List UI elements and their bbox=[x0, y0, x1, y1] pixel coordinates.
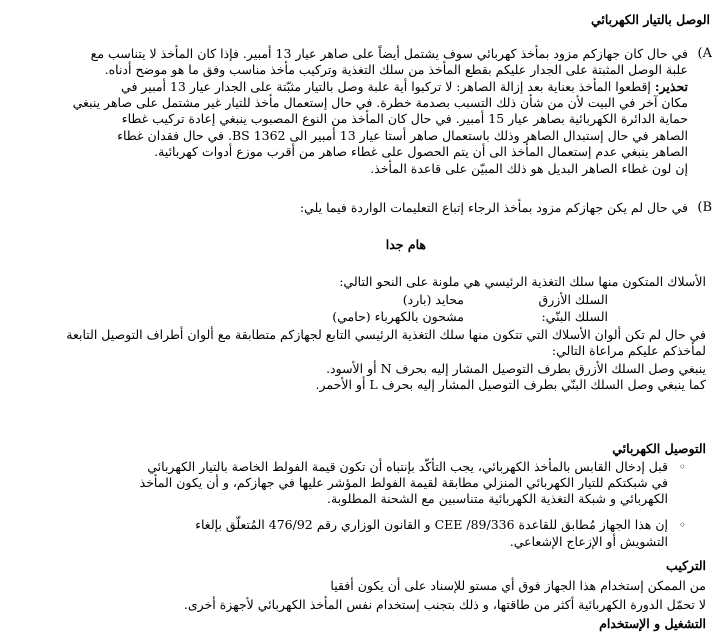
paragraph-line: علبة الوصل المثبتة على الجدار عليكم بقطع المأخذ من سلك التغذية وتركيب مأخذ مناسب وفق ما هو موضح أدناه. bbox=[104, 62, 688, 77]
list-marker-a: (A bbox=[697, 46, 712, 61]
paragraph-line: في حال لم تكن ألوان الأسلاك التي تتكون منها سلك التغذية الرئيسي التابع لجهازكم متطابقة مع ألوان أطراف التوصيل التابعة bbox=[66, 327, 706, 342]
paragraph-line: الصاهر ينبغي عدم إستعمال المأخذ الى أن يتم الحصول على غطاء صاهر من أقرب موزع أدوات كهربائية. bbox=[154, 144, 688, 159]
bullet-icon: ◦ bbox=[678, 518, 686, 532]
paragraph-line: في شبكتكم للتيار الكهربائي المنزلي مطابقة لقيمة الفولط المؤشر عليها في جهازكم، و أن يكون المأخذ bbox=[139, 475, 668, 490]
bullet-icon: ◦ bbox=[678, 460, 686, 474]
paragraph-line: التشويش أو الإزعاج الإشعاعي. bbox=[509, 534, 668, 549]
paragraph-line: الكهربائي و شبكة التغذية الكهربائية متناسبين مع الشحنة المطلوبة. bbox=[326, 491, 668, 506]
paragraph-line: إن هذا الجهاز مُطابق للقاعدة 89/336/ CEE و القانون الوزاري رقم 476/92 المُتعلّق بإلغاء bbox=[195, 517, 668, 532]
wire-name: السلك الأزرق bbox=[538, 292, 608, 307]
wire-name: السلك البنّي: bbox=[541, 309, 608, 324]
section-heading: التوصيل الكهربائي bbox=[612, 441, 706, 456]
paragraph-line: الصاهر في حال إستبدال الصاهر وذلك باستعمال صاهر أستا عيار 13 أمبير الى BS 1362. في حال فقدان غطاء bbox=[117, 128, 688, 143]
paragraph-line: كما ينبغي وصل السلك البنّي بطرف التوصيل المشار إليه بحرف L أو الأحمر. bbox=[315, 377, 706, 392]
wire-function: مشحون بالكهرباء (حامي) bbox=[332, 309, 464, 324]
list-marker-b: (B bbox=[697, 200, 712, 215]
section-heading: التركيب bbox=[666, 558, 706, 573]
warning-label: تحذير: bbox=[654, 79, 688, 94]
paragraph-line: لا تحمّل الدورة الكهربائية أكثر من طاقتها، و ذلك بتجنب إستخدام نفس المأخذ الكهربائي لأجهزة أخرى. bbox=[183, 597, 706, 612]
section-heading: الوصل بالتيار الكهربائي bbox=[590, 12, 710, 27]
paragraph-line: مكان آخر في البيت لأن من شأن ذلك التسبب بصدمة خطرة. في حال إستعمال مأخذ للتيار غير مشتمل على صاهر ينبغي bbox=[72, 95, 688, 110]
paragraph-line: من الممكن إستخدام هذا الجهاز فوق أي مستو للإسناد على أن يكون أفقيا bbox=[330, 578, 706, 593]
wire-function: محايد (بارد) bbox=[402, 292, 464, 307]
paragraph-line: لمأخذكم عليكم مراعاة التالي: bbox=[551, 343, 706, 358]
paragraph-line: حماية الدائرة الكهربائية بصاهر عيار 15 أمبير. في حال كان المأخذ من النوع المصبوب ينبغي إعادة تركيب غطاء bbox=[121, 111, 688, 126]
section-heading: التشغيل و الإستخدام bbox=[599, 616, 706, 631]
paragraph-line: قبل إدخال القابس بالمأخذ الكهربائي، يجب التأكّد بإنتباه أن تكون قيمة الفولط الخاصة بالتيار الكهربائي bbox=[147, 459, 668, 474]
paragraph-line: إن لون غطاء الصاهر البديل هو ذلك المبيّن على قاعدة المأخذ. bbox=[370, 161, 688, 176]
paragraph-line: في حال لم يكن جهازكم مزود بمأخذ الرجاء إتباع التعليمات الواردة فيما يلي: bbox=[299, 200, 688, 215]
important-heading: هام جدا bbox=[385, 237, 426, 252]
paragraph-line: تحذير: إقطعوا المأخذ بعناية بعد إزالة الصاهر: لا تركبوا أية علبة وصل بالتيار مثبّتة على الجدار عيار 13 أمبير في bbox=[121, 79, 688, 94]
paragraph-line: الأسلاك المتكون منها سلك التغذية الرئيسي هي ملونة على النحو التالي: bbox=[339, 274, 706, 289]
paragraph-line: في حال كان جهازكم مزود بمأخذ كهربائي سوف يشتمل أيضاً على صاهر عيار 13 أمبير. فإذا كان المأخذ لا يتناسب مع bbox=[90, 46, 688, 61]
paragraph-line: ينبغي وصل السلك الأزرق بطرف التوصيل المشار إليه بحرف N أو الأسود. bbox=[326, 361, 706, 376]
